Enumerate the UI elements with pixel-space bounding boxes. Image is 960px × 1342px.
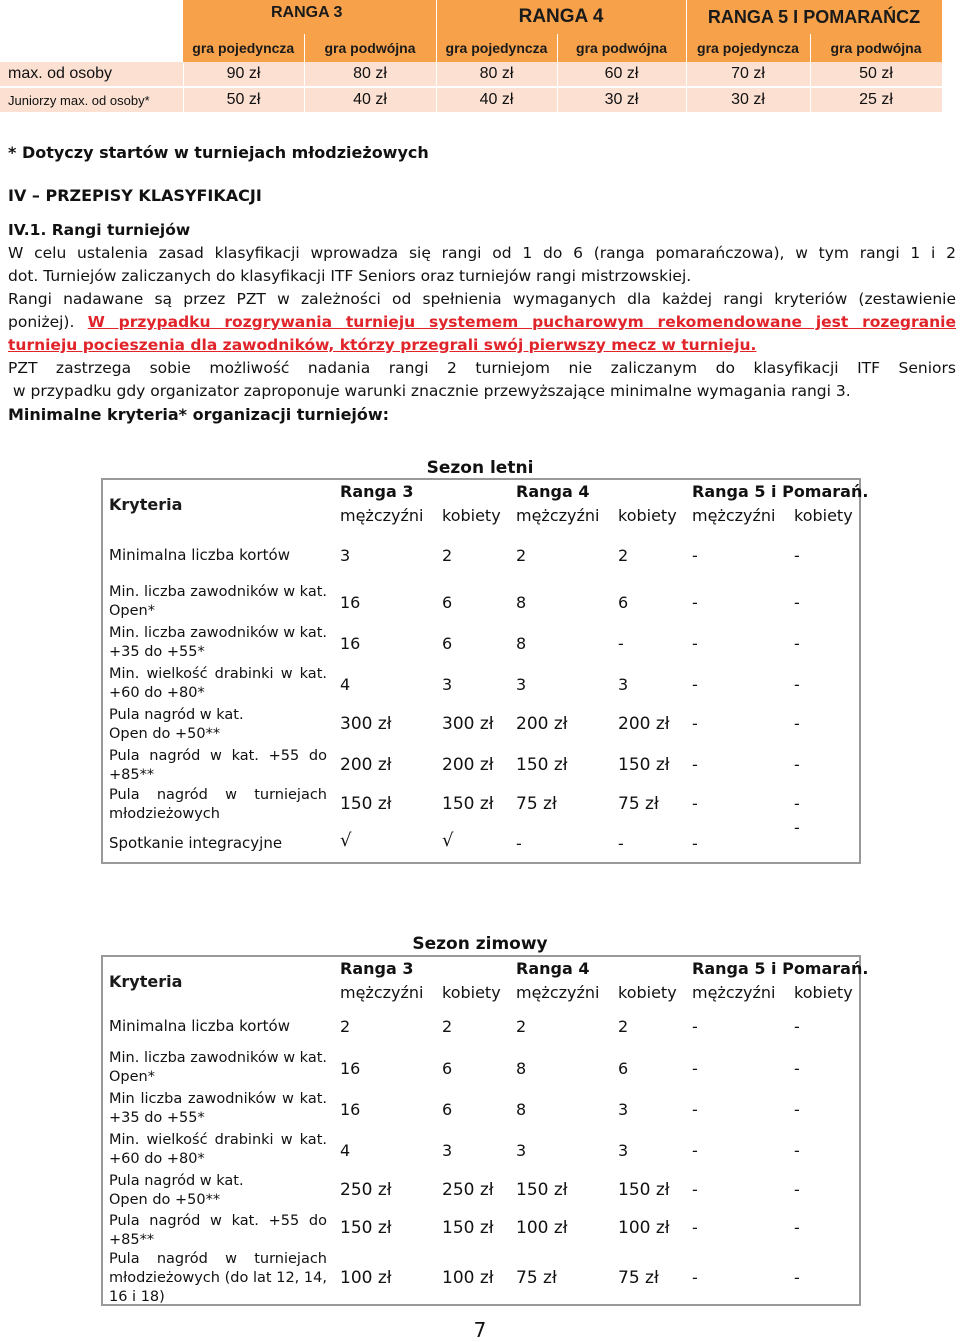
row-value: - [692, 675, 698, 694]
row-value: 150 zł [340, 794, 392, 814]
row-value: - [692, 1180, 698, 1199]
row-value: 200 zł [618, 714, 670, 734]
row-value: 200 zł [442, 755, 494, 775]
paragraph-line: W celu ustalenia zasad klasyfikacji wprowadza się rangi od 1 do 6 (ranga pomarańczowa), w tym rangi 1 i 2 [8, 244, 956, 262]
row-value: - [692, 714, 698, 733]
fee-rank-5-header: RANGA 5 I POMARAŃCZ [686, 0, 942, 34]
row-value: - [692, 755, 698, 774]
row-value: 2 [340, 1017, 351, 1036]
winter-title: Sezon zimowy [412, 934, 548, 954]
fee-row [0, 62, 942, 87]
row-value: 3 [442, 1141, 453, 1160]
row-value: 150 zł [340, 1218, 392, 1238]
criteria-label: Kryteria [109, 495, 183, 514]
row-value: - [794, 1141, 800, 1160]
row-value: - [692, 1100, 698, 1119]
gender-header: mężczyźni [692, 506, 776, 525]
fee-subheader: gra pojedyncza [183, 34, 304, 62]
row-value: 75 zł [516, 1268, 557, 1288]
fee-cell: 50 zł [183, 87, 304, 113]
row-value: 100 zł [442, 1268, 494, 1288]
row-value: 150 zł [442, 1218, 494, 1238]
fee-cell: 40 zł [436, 87, 557, 113]
fee-table [0, 0, 943, 114]
fee-subheader: gra pojedyncza [436, 34, 557, 62]
gender-header: mężczyźni [340, 506, 424, 525]
row-value: - [618, 634, 624, 653]
row-value: 4 [340, 1141, 351, 1160]
row-value: - [794, 794, 800, 813]
row-value: - [794, 593, 800, 612]
row-value: - [692, 546, 698, 565]
row-label: +35 do +55* [109, 644, 205, 660]
subsection-title: IV.1. Rangi turniejów [8, 221, 191, 239]
row-label: Pula nagród w turniejach [109, 787, 327, 803]
paragraph-line: w przypadku gdy organizator zaproponuje warunki znacznie przewyższające minimalne wymagania rangi 3. [8, 382, 851, 400]
summer-criteria-table [101, 478, 869, 864]
row-value: 3 [516, 675, 527, 694]
row-value: 16 [340, 1100, 361, 1119]
row-value: 100 zł [516, 1218, 568, 1238]
check-icon: √ [442, 830, 454, 851]
row-value: 8 [516, 1100, 527, 1119]
fee-row-label: Juniorzy max. od osoby* [0, 87, 183, 113]
gender-header: kobiety [794, 983, 853, 1002]
recommendation-text: turnieju pocieszenia dla zawodników, którzy przegrali swój pierwszy mecz w turnieju. [8, 336, 757, 354]
row-label: Minimalna liczba kortów [109, 546, 290, 564]
fee-cell: 25 zł [810, 87, 942, 113]
row-value: 6 [442, 1059, 453, 1078]
row-label: Min. liczba zawodników w kat. [109, 584, 327, 600]
row-value: - [692, 1218, 698, 1237]
section-title: IV – PRZEPISY KLASYFIKACJI [8, 186, 262, 205]
row-value: 150 zł [442, 794, 494, 814]
paragraph-line [8, 334, 956, 357]
row-value: 150 zł [516, 755, 568, 775]
row-value: 16 [340, 1059, 361, 1078]
row-value: - [692, 634, 698, 653]
gender-header: mężczyźni [692, 983, 776, 1002]
row-value: 100 zł [340, 1268, 392, 1288]
gender-header: mężczyźni [516, 983, 600, 1002]
row-value: 200 zł [340, 755, 392, 775]
criteria-heading: Minimalne kryteria* organizacji turniejów: [8, 405, 390, 424]
row-value: 2 [516, 1017, 527, 1036]
row-label: +60 do +80* [109, 1151, 205, 1167]
row-value: - [692, 1268, 698, 1287]
row-label: +85** [109, 1232, 155, 1248]
rank-header: Ranga 3 [340, 959, 414, 978]
fee-subheader: gra podwójna [304, 34, 436, 62]
paragraph-line: dot. Turniejów zaliczanych do klasyfikacji ITF Seniors oraz turniejów rangi mistrzowskiej. [8, 267, 692, 285]
fee-subheader: gra pojedyncza [686, 34, 810, 62]
row-value: 3 [618, 1141, 629, 1160]
row-label: Min. wielkość drabinki w kat. [109, 1132, 327, 1148]
row-label: +35 do +55* [109, 1110, 205, 1126]
gender-header: kobiety [442, 506, 501, 525]
rank-header: Ranga 5 i Pomarań. [692, 959, 869, 978]
row-value: - [794, 1180, 800, 1199]
row-value: 2 [516, 546, 527, 565]
row-value: 75 zł [618, 794, 659, 814]
row-value: - [794, 1059, 800, 1078]
fee-subheader: gra podwójna [557, 34, 686, 62]
gender-header: kobiety [442, 983, 501, 1002]
row-value: - [516, 834, 522, 853]
paragraph-text: poniżej). [8, 313, 75, 331]
fee-row-label: max. od osoby [0, 62, 183, 87]
row-value: 150 zł [618, 755, 670, 775]
row-value: 3 [442, 675, 453, 694]
row-value: 6 [442, 1100, 453, 1119]
row-value: 3 [618, 675, 629, 694]
fee-cell: 30 zł [557, 87, 686, 113]
row-label: Pula nagród w kat. [109, 707, 244, 723]
fee-cell: 50 zł [810, 62, 942, 87]
row-value: 6 [442, 634, 453, 653]
fee-cell: 80 zł [304, 62, 436, 87]
row-value: 150 zł [516, 1180, 568, 1200]
row-value: 250 zł [442, 1180, 494, 1200]
row-value: - [794, 634, 800, 653]
row-value: - [794, 1268, 800, 1287]
row-value: - [618, 834, 624, 853]
row-label: Min. liczba zawodników w kat. [109, 625, 327, 641]
row-value: - [794, 1218, 800, 1237]
paragraph-line: Rangi nadawane są przez PZT w zależności od spełnienia wymaganych dla każdej rangi kryteriów (zestawienie [8, 290, 956, 308]
row-value: 300 zł [442, 714, 494, 734]
fee-row [0, 87, 942, 113]
row-value: 8 [516, 593, 527, 612]
row-value: 8 [516, 1059, 527, 1078]
row-label: Pula nagród w kat. [109, 1173, 244, 1189]
paragraph-line: PZT zastrzega sobie możliwość nadania rangi 2 turniejom nie zaliczanym do klasyfikacji ITF Seniors [8, 359, 956, 377]
row-label: młodzieżowych (do lat 12, 14, [109, 1270, 327, 1286]
rank-header: Ranga 5 i Pomarań. [692, 482, 869, 501]
fee-cell: 70 zł [686, 62, 810, 87]
row-value: 2 [618, 546, 629, 565]
row-label: Spotkanie integracyjne [109, 834, 283, 852]
row-value: 3 [618, 1100, 629, 1119]
row-value: 6 [618, 593, 629, 612]
row-label: Open* [109, 1069, 155, 1085]
row-value: - [794, 675, 800, 694]
fee-rank-4-header: RANGA 4 [436, 0, 686, 34]
row-label: Min liczba zawodników w kat. [109, 1091, 327, 1107]
row-value: 250 zł [340, 1180, 392, 1200]
fee-rank-3-header: RANGA 3 [183, 0, 436, 34]
page-number: 7 [473, 1318, 487, 1342]
paragraph-line [8, 311, 956, 334]
row-value: - [794, 755, 800, 774]
row-value: 300 zł [340, 714, 392, 734]
row-label: Min. liczba zawodników w kat. [109, 1050, 327, 1066]
row-value: - [692, 1059, 698, 1078]
row-label: Open do +50** [109, 726, 221, 742]
gender-header: mężczyźni [340, 983, 424, 1002]
fee-subheader: gra podwójna [810, 34, 942, 62]
row-value: 100 zł [618, 1218, 670, 1238]
row-value: 6 [442, 593, 453, 612]
row-value: 75 zł [618, 1268, 659, 1288]
row-label: +85** [109, 767, 155, 783]
row-value: 2 [618, 1017, 629, 1036]
row-value: - [794, 1017, 800, 1036]
row-label: Open do +50** [109, 1192, 221, 1208]
gender-header: kobiety [618, 506, 677, 525]
row-value: 3 [340, 546, 351, 565]
row-label: Minimalna liczba kortów [109, 1017, 290, 1035]
footnote: * Dotyczy startów w turniejach młodzieżowych [8, 143, 429, 162]
gender-header: mężczyźni [516, 506, 600, 525]
row-label: młodzieżowych [109, 806, 220, 822]
row-value: - [692, 1141, 698, 1160]
criteria-label: Kryteria [109, 972, 183, 991]
row-label: Min. wielkość drabinki w kat. [109, 666, 327, 682]
rank-header: Ranga 3 [340, 482, 414, 501]
row-label: Pula nagród w turniejach [109, 1251, 327, 1267]
fee-cell: 90 zł [183, 62, 304, 87]
row-value: 2 [442, 1017, 453, 1036]
row-value: - [794, 1100, 800, 1119]
rank-header: Ranga 4 [516, 482, 590, 501]
row-value: - [692, 593, 698, 612]
gender-header: kobiety [794, 506, 853, 525]
row-label: 16 i 18) [109, 1289, 165, 1305]
fee-cell: 60 zł [557, 62, 686, 87]
row-value: 4 [340, 675, 351, 694]
row-value: - [692, 1017, 698, 1036]
row-value: 2 [442, 546, 453, 565]
row-value: 200 zł [516, 714, 568, 734]
row-value: - [794, 714, 800, 733]
row-label: Pula nagród w kat. +55 do [109, 748, 327, 764]
fee-cell: 40 zł [304, 87, 436, 113]
row-value: - [794, 546, 800, 565]
recommendation-text: W przypadku rozgrywania turnieju systemem pucharowym rekomendowane jest rozegranie [87, 313, 956, 331]
row-label: +60 do +80* [109, 685, 205, 701]
summer-title: Sezon letni [426, 458, 534, 478]
rank-header: Ranga 4 [516, 959, 590, 978]
row-label: Pula nagród w kat. +55 do [109, 1213, 327, 1229]
fee-cell: 80 zł [436, 62, 557, 87]
check-icon: √ [340, 830, 352, 851]
winter-criteria-table [101, 955, 869, 1306]
row-value: - [692, 794, 698, 813]
row-label: Open* [109, 603, 155, 619]
row-value: - [692, 834, 698, 853]
row-value: 3 [516, 1141, 527, 1160]
row-value: 16 [340, 634, 361, 653]
fee-cell: 30 zł [686, 87, 810, 113]
row-value: 75 zł [516, 794, 557, 814]
row-value: 16 [340, 593, 361, 612]
row-value: 8 [516, 634, 527, 653]
gender-header: kobiety [618, 983, 677, 1002]
row-value: 6 [618, 1059, 629, 1078]
row-value: - [794, 818, 800, 837]
row-value: 150 zł [618, 1180, 670, 1200]
